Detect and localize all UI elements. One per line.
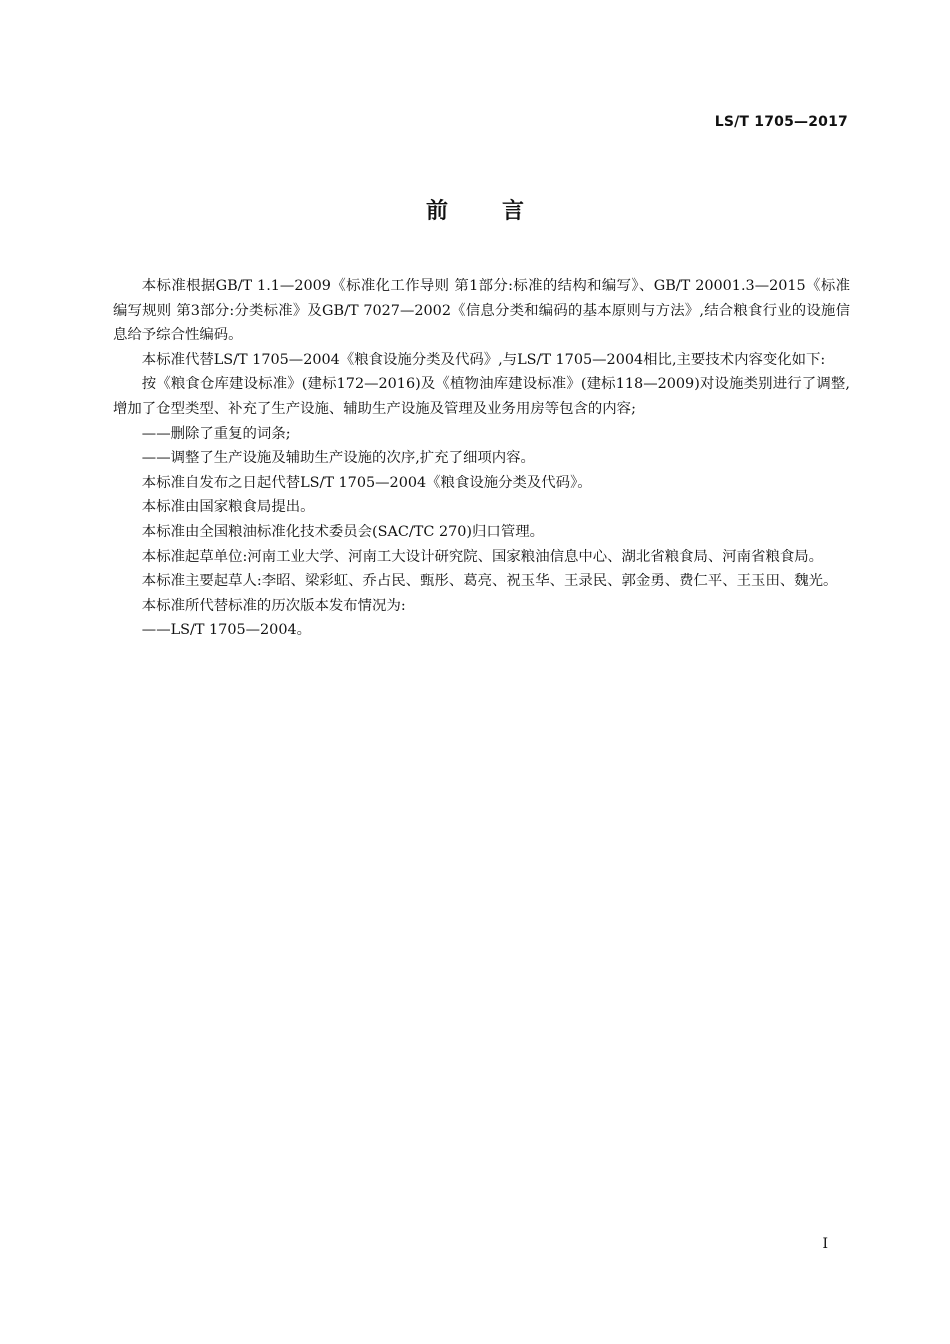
paragraph-history-item: ——LS/T 1705—2004。: [141, 622, 312, 639]
standard-code: LS/T 1705—2017: [714, 114, 848, 130]
paragraph-basis: 本标准根据GB/T 1.1—2009《标准化工作导则 第1部分:标准的结构和编写》、GB/T 20001.3—2015《标准编写规则 第3部分:分类标准》及GB/T 7027—2002《信息分类和编码的基本原则与方法》,结合粮食行业的设施信息给予综合性编码。: [113, 278, 850, 344]
paragraph-drafting-units: 本标准起草单位:河南工业大学、河南工大设计研究院、国家粮油信息中心、湖北省粮食局、河南省粮食局。: [141, 548, 824, 565]
foreword-body: [113, 274, 850, 643]
page-number: I: [822, 1236, 828, 1252]
paragraph-proposer: 本标准由国家粮食局提出。: [141, 499, 315, 516]
paragraph-drafters: 本标准主要起草人:李昭、梁彩虹、乔占民、甄彤、葛亮、祝玉华、王录民、郭金勇、费仁平、王玉田、魏光。: [141, 573, 838, 590]
page-title: 前言: [425, 199, 578, 224]
paragraph-change-deleted: ——删除了重复的词条;: [141, 425, 291, 442]
paragraph-history: 本标准所代替标准的历次版本发布情况为:: [141, 597, 406, 614]
paragraph-replacement: 本标准代替LS/T 1705—2004《粮食设施分类及代码》,与LS/T 1705—2004相比,主要技术内容变化如下:: [141, 351, 826, 368]
paragraph-committee: 本标准由全国粮油标准化技术委员会(SAC/TC 270)归口管理。: [141, 523, 544, 540]
paragraph-effective: 本标准自发布之日起代替LS/T 1705—2004《粮食设施分类及代码》。: [141, 474, 592, 491]
paragraph-change-adjusted: ——调整了生产设施及辅助生产设施的次序,扩充了细项内容。: [141, 450, 535, 467]
paragraph-change-categories: 按《粮食仓库建设标准》(建标172—2016)及《植物油库建设标准》(建标118—2009)对设施类别进行了调整,增加了仓型类型、补充了生产设施、辅助生产设施及管理及业务用房等包含的内容;: [113, 376, 850, 417]
